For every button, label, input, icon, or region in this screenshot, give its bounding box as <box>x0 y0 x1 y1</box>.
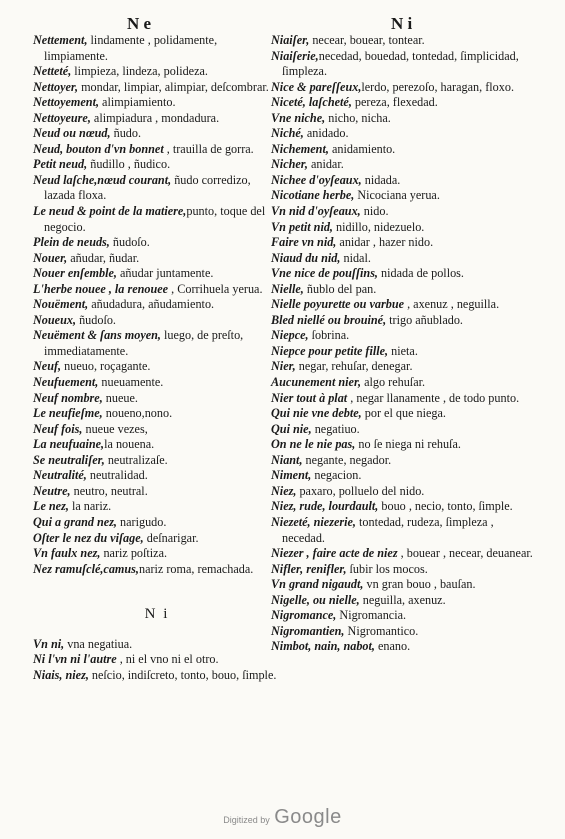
entry-translation: anidamiento. <box>328 141 396 156</box>
dictionary-entry <box>271 639 533 655</box>
entry-translation: vn gran bouo , bauſan. <box>363 577 476 592</box>
entry-translation: nueuo, roçagante. <box>61 359 151 374</box>
entry-headword: Nicotiane herbe, <box>271 188 355 203</box>
entry-headword: Niant, <box>271 452 303 467</box>
entry-headword: Nouëment, <box>33 297 89 312</box>
dictionary-entry <box>271 437 533 453</box>
entry-translation: lerdo, perezoſo, haragan, floxo. <box>361 79 514 94</box>
dictionary-entry <box>33 64 281 80</box>
dictionary-entry <box>33 668 281 684</box>
entry-translation: Nigromantico. <box>344 623 419 638</box>
dictionary-entry <box>271 608 533 624</box>
entry-translation: ñudoſo. <box>76 312 116 327</box>
entry-headword: Niepce, <box>271 328 309 343</box>
dictionary-entry <box>33 328 281 359</box>
entry-translation: neſcio, indiſcreto, tonto, bouo, ſimple. <box>88 667 277 682</box>
dictionary-entry <box>271 157 533 173</box>
dictionary-entry <box>271 499 533 515</box>
entry-translation: ñudo. <box>110 126 142 141</box>
entry-translation: ſubir los mocos. <box>346 561 428 576</box>
entry-headword: Petit neud, <box>33 157 88 172</box>
entry-headword: Qui nie vne debte, <box>271 406 362 421</box>
entry-headword: Neufuement, <box>33 375 99 390</box>
entry-translation: nido. <box>360 204 389 219</box>
dictionary-entry <box>33 375 281 391</box>
dictionary-entry <box>271 204 533 220</box>
dictionary-entry <box>271 282 533 298</box>
entry-translation: bouo , necio, tonto, ſimple. <box>378 499 513 514</box>
dictionary-entry <box>271 80 533 96</box>
entry-translation: narigudo. <box>116 514 167 529</box>
entry-headword: Se neutraliſer, <box>33 452 105 467</box>
entry-headword: Le neufieſme, <box>33 406 103 421</box>
entry-headword: Niez, <box>271 483 297 498</box>
entry-headword: Nielle, <box>271 281 304 296</box>
entry-headword: Le nez, <box>33 499 69 514</box>
digitized-label: Digitized by <box>223 815 270 825</box>
google-logo: Google <box>274 806 342 828</box>
entry-translation: no ſe niega ni rehuſa. <box>355 437 461 452</box>
entry-headword: Vne niche, <box>271 110 326 125</box>
left-column <box>33 33 281 683</box>
entry-translation: nueue. <box>102 390 138 405</box>
entry-headword: Nichee d'oyſeaux, <box>271 172 362 187</box>
dictionary-entry <box>271 359 533 375</box>
entry-headword: Niaiſer, <box>271 33 310 47</box>
entry-translation: añudar juntamente. <box>116 266 214 281</box>
dictionary-entry <box>33 546 281 562</box>
entry-translation: , ni el vno ni el otro. <box>116 652 219 667</box>
dictionary-entry <box>271 235 533 251</box>
entry-headword: Nicher, <box>271 157 308 172</box>
dictionary-entry <box>271 577 533 593</box>
entry-translation: , axenuz , neguilla. <box>404 297 500 312</box>
entry-translation: mondar, limpiar, alimpiar, deſcombrar. <box>78 79 269 94</box>
entry-headword: La neufuaine, <box>33 437 105 452</box>
dictionary-entry <box>33 95 281 111</box>
dictionary-entry <box>33 111 281 127</box>
entry-headword: Nifler, renifler, <box>271 561 347 576</box>
entry-translation: nariz roma, remachada. <box>138 561 254 576</box>
entry-translation: anidado. <box>303 126 349 141</box>
entry-headword: Nettoyeure, <box>33 110 91 125</box>
entry-translation: anidar , hazer nido. <box>336 235 434 250</box>
entry-headword: Neuf nombre, <box>33 390 103 405</box>
entry-translation: nariz poſtiza. <box>100 546 168 561</box>
right-column-header: N i <box>391 14 413 33</box>
entry-translation: anidar. <box>307 157 344 172</box>
entry-headword: Nielle poyurette ou varbue <box>271 297 405 312</box>
entry-headword: Vn petit nid, <box>271 219 333 234</box>
dictionary-entry <box>33 80 281 96</box>
entry-translation: la nariz. <box>68 499 112 514</box>
entry-translation: , bouear , necear, deuanear. <box>397 546 533 561</box>
entry-headword: Niment, <box>271 468 312 483</box>
entry-translation: trigo añublado. <box>386 312 463 327</box>
dictionary-entry <box>33 637 281 653</box>
dictionary-entry <box>271 33 533 49</box>
entry-translation: vna negatiua. <box>64 636 133 651</box>
dictionary-entry <box>271 328 533 344</box>
entry-headword: Niais, niez, <box>33 667 89 682</box>
dictionary-entry <box>33 531 281 547</box>
entry-translation: neguilla, axenuz. <box>359 592 446 607</box>
dictionary-entry <box>271 406 533 422</box>
entry-headword: Vn ni, <box>33 636 65 651</box>
entry-translation: tontedad, rudeza, ſimpleza , necedad. <box>282 514 494 545</box>
entry-translation: , trauilla de gorra. <box>163 141 254 156</box>
entry-headword: Niaiſerie, <box>271 48 319 63</box>
entry-headword: Neuëment & ſans moyen, <box>33 328 161 343</box>
dictionary-entry <box>271 391 533 407</box>
entry-headword: Qui a grand nez, <box>33 514 117 529</box>
dictionary-entry <box>271 344 533 360</box>
dictionary-entry <box>33 391 281 407</box>
entry-headword: Nettement, <box>33 33 88 47</box>
dictionary-entry <box>271 422 533 438</box>
entry-headword: On ne le nie pas, <box>271 437 356 452</box>
entry-translation: nidada de pollos. <box>377 266 464 281</box>
entry-translation: deſnarigar. <box>143 530 199 545</box>
entry-translation: neutralizaſe. <box>104 452 168 467</box>
entry-headword: Nouer, <box>33 250 68 265</box>
entry-translation: negatiuo. <box>311 421 360 436</box>
dictionary-entry <box>271 111 533 127</box>
entry-translation: ñublo del pan. <box>303 281 377 296</box>
entry-headword: Neutre, <box>33 483 71 498</box>
dictionary-entry <box>271 546 533 562</box>
entry-headword: Nier, <box>271 359 296 374</box>
entry-translation: lindamente , polidamente, limpiamente. <box>44 33 218 63</box>
entry-translation: negacion. <box>311 468 362 483</box>
dictionary-entry <box>33 142 281 158</box>
dictionary-entry <box>33 499 281 515</box>
entry-translation: alimpiadura , mondadura. <box>90 110 220 125</box>
dictionary-entry <box>271 297 533 313</box>
dictionary-entry <box>271 375 533 391</box>
dictionary-entry <box>33 173 281 204</box>
entry-translation: negante, negador. <box>302 452 392 467</box>
entry-headword: Netteté, <box>33 64 72 79</box>
dictionary-entry <box>271 468 533 484</box>
dictionary-entry <box>33 313 281 329</box>
dictionary-entry <box>33 406 281 422</box>
dictionary-entry <box>271 126 533 142</box>
right-entry-list <box>271 33 533 655</box>
entry-headword: Niepce pour petite fille, <box>271 343 389 358</box>
dictionary-entry <box>271 593 533 609</box>
entry-translation: punto, toque del negocio. <box>44 204 266 234</box>
entry-headword: Nier tout à plat <box>271 390 348 405</box>
entry-translation: ñudillo , ñudico. <box>87 157 171 172</box>
dictionary-entry <box>271 220 533 236</box>
entry-translation: nueue vezes, <box>82 421 148 436</box>
entry-headword: Nettoyement, <box>33 95 99 110</box>
entry-headword: Nimbot, nain, nabot, <box>271 639 375 654</box>
entry-headword: L'herbe nouee , la renouee <box>33 281 169 296</box>
entry-translation: algo rehuſar. <box>361 375 426 390</box>
entry-headword: Nouer enſemble, <box>33 266 117 281</box>
entry-translation: neutralidad. <box>86 468 148 483</box>
entry-translation: neutro, neutral. <box>70 483 148 498</box>
entry-headword: Niez, rude, lourdault, <box>271 499 379 514</box>
entry-headword: Plein de neuds, <box>33 235 110 250</box>
entry-translation: alimpiamiento. <box>99 95 176 110</box>
dictionary-entry <box>271 562 533 578</box>
entry-headword: Ni l'vn ni l'autre <box>33 652 117 667</box>
entry-headword: Vne nice de pouſſins, <box>271 266 378 281</box>
dictionary-entry <box>33 562 281 578</box>
entry-translation: limpieza, lindeza, polideza. <box>71 64 208 79</box>
entry-headword: Nice & pareſſeux, <box>271 79 362 94</box>
entry-translation: nieta. <box>388 343 418 358</box>
dictionary-entry <box>33 282 281 298</box>
dictionary-entry <box>33 515 281 531</box>
dictionary-entry <box>33 652 281 668</box>
entry-translation: nidal. <box>340 250 371 265</box>
entry-headword: Aucunement nier, <box>271 375 362 390</box>
entry-translation: , negar llanamente , de todo punto. <box>347 390 520 405</box>
entry-translation: nicho, nicha. <box>325 110 391 125</box>
dictionary-entry <box>33 359 281 375</box>
dictionary-entry <box>33 484 281 500</box>
entry-translation: ñudoſo. <box>109 235 150 250</box>
digitization-watermark <box>0 806 565 829</box>
entry-headword: Niaud du nid, <box>271 250 341 265</box>
left-entry-list-2 <box>33 637 281 684</box>
entry-translation: la nouena. <box>104 437 155 452</box>
entry-translation: necedad, bouedad, tontedad, ſimplicidad, ſimpleza. <box>282 48 519 79</box>
dictionary-entry <box>271 95 533 111</box>
entry-headword: Neuf fois, <box>33 421 83 436</box>
entry-headword: Niezeté, niezerie, <box>271 514 356 529</box>
entry-translation: noueno,nono. <box>102 406 173 421</box>
entry-translation: negar, rehuſar, denegar. <box>295 359 413 374</box>
entry-headword: Nigromantien, <box>271 623 345 638</box>
dictionary-entry <box>271 173 533 189</box>
entry-headword: Neud, bouton d'vn bonnet <box>33 141 164 156</box>
entry-headword: Faire vn nid, <box>271 235 337 250</box>
entry-headword: Nettoyer, <box>33 79 79 94</box>
entry-translation: luego, de preſto, immediatamente. <box>44 328 244 358</box>
entry-headword: Bled niellé ou brouiné, <box>271 312 387 327</box>
dictionary-entry <box>33 422 281 438</box>
entry-translation: enano. <box>374 639 411 654</box>
left-entry-list <box>33 33 281 577</box>
entry-translation: Nicociana yerua. <box>354 188 440 203</box>
entry-headword: Nigelle, ou nielle, <box>271 592 360 607</box>
entry-headword: Niceté, laſcheté, <box>271 95 352 110</box>
dictionary-entry <box>33 266 281 282</box>
entry-translation: añudadura, añudamiento. <box>88 297 215 312</box>
dictionary-entry <box>33 204 281 235</box>
entry-headword: Nigromance, <box>271 608 337 623</box>
section-subheading: N i <box>144 606 170 623</box>
dictionary-entry <box>33 157 281 173</box>
dictionary-entry <box>33 235 281 251</box>
entry-headword: Niché, <box>271 126 304 141</box>
entry-translation: nueuamente. <box>98 375 164 390</box>
dictionary-entry <box>271 515 533 546</box>
dictionary-entry <box>271 266 533 282</box>
dictionary-entry <box>271 251 533 267</box>
dictionary-entry <box>271 313 533 329</box>
entry-translation: Nigromancia. <box>336 608 407 623</box>
entry-headword: Vn faulx nez, <box>33 546 101 561</box>
entry-translation: nidillo, nidezuelo. <box>332 219 425 234</box>
entry-headword: Le neud & point de la matiere, <box>33 204 187 219</box>
entry-translation: pereza, flexedad. <box>351 95 438 110</box>
dictionary-entry <box>33 251 281 267</box>
entry-translation: por el que niega. <box>361 406 446 421</box>
entry-translation: ñudo corredizo, lazada floxa. <box>44 172 251 203</box>
dictionary-entry <box>33 437 281 453</box>
entry-translation: necear, bouear, tontear. <box>309 33 425 47</box>
dictionary-entry <box>271 142 533 158</box>
entry-headword: Noueux, <box>33 312 77 327</box>
dictionary-entry <box>271 484 533 500</box>
entry-headword: Oſter le nez du viſage, <box>33 530 144 545</box>
entry-translation: ſobrina. <box>308 328 350 343</box>
entry-translation: añudar, ñudar. <box>67 250 140 265</box>
entry-headword: Qui nie, <box>271 421 312 436</box>
entry-headword: Nichement, <box>271 141 329 156</box>
dictionary-entry <box>271 49 533 80</box>
right-column <box>271 33 533 655</box>
entry-headword: Neuf, <box>33 359 62 374</box>
dictionary-entry <box>33 33 281 64</box>
dictionary-entry <box>271 188 533 204</box>
entry-translation: paxaro, polluelo del nido. <box>296 483 425 498</box>
entry-headword: Vn grand nigaudt, <box>271 577 364 592</box>
dictionary-entry <box>271 624 533 640</box>
dictionary-entry <box>271 453 533 469</box>
left-column-header: N e <box>127 14 152 33</box>
entry-translation: , Corrihuela yerua. <box>168 281 263 296</box>
entry-headword: Niezer , faire acte de niez <box>271 546 398 561</box>
dictionary-entry <box>33 126 281 142</box>
dictionary-entry <box>33 468 281 484</box>
dictionary-entry <box>33 453 281 469</box>
entry-translation: nidada. <box>361 172 401 187</box>
entry-headword: Neutralité, <box>33 468 87 483</box>
entry-headword: Nez ramuſclé,camus, <box>33 561 139 576</box>
entry-headword: Neud laſche,nœud courant, <box>33 172 172 187</box>
dictionary-entry <box>33 297 281 313</box>
entry-headword: Neud ou nœud, <box>33 126 111 141</box>
entry-headword: Vn nid d'oyſeaux, <box>271 204 361 219</box>
